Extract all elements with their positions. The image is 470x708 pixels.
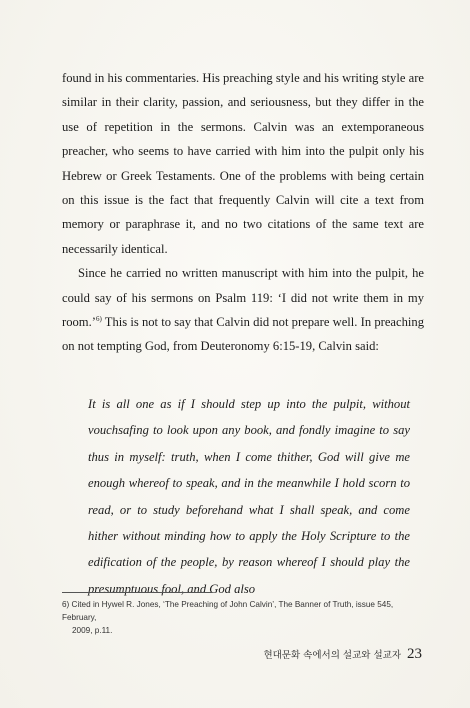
body-text bbox=[62, 66, 424, 359]
footnote-line-2: 2009, p.11. bbox=[72, 626, 113, 635]
paragraph-2-start: Since he carried no written manuscript with him into the pulpit, he could say of his sermons on Psalm 119: ‘I did not write them in my room.’ bbox=[62, 266, 424, 330]
paragraph-2 bbox=[62, 261, 424, 359]
footnote-divider bbox=[62, 592, 212, 593]
running-footer bbox=[263, 646, 422, 663]
footnote bbox=[62, 598, 424, 637]
page-number: 23 bbox=[407, 646, 422, 662]
footnote-line-1: 6) Cited in Hywel R. Jones, ‘The Preaching of John Calvin’, The Banner of Truth, issue 545, February, bbox=[62, 600, 394, 622]
paragraph-2-end: This is not to say that Calvin did not prepare well. In preaching on not tempting God, from Deuteronomy 6:15-19, Calvin said: bbox=[62, 315, 424, 354]
footnote-marker: 6) bbox=[95, 314, 102, 323]
paragraph-1: found in his commentaries. His preaching style and his writing style are similar in their clarity, passion, and seriousness, but they differ in the use of repetition in the sermons. Calvin was an extemporaneous preacher, who seems to have carried with him into the pulpit only his Hebrew or Greek Testaments. One of the problems with being certain on this issue is the fact that frequently Calvin will cite a text from memory or paraphrase it, and no two citations of the same text are necessarily identical. bbox=[62, 71, 424, 256]
running-title: 현대문화 속에서의 설교와 설교자 bbox=[263, 650, 401, 661]
block-quote: It is all one as if I should step up into the pulpit, without vouchsafing to look upon any book, and fondly imagine to say thus in myself: truth, when I come thither, God will give me enough whereof to speak, and in the meanwhile I hold scorn to read, or to study beforehand what I shall speak, and come hither without minding how to apply the Holy Scripture to the edification of the people, by reason whereof I should play the presumptuous fool, and God also bbox=[88, 397, 410, 596]
